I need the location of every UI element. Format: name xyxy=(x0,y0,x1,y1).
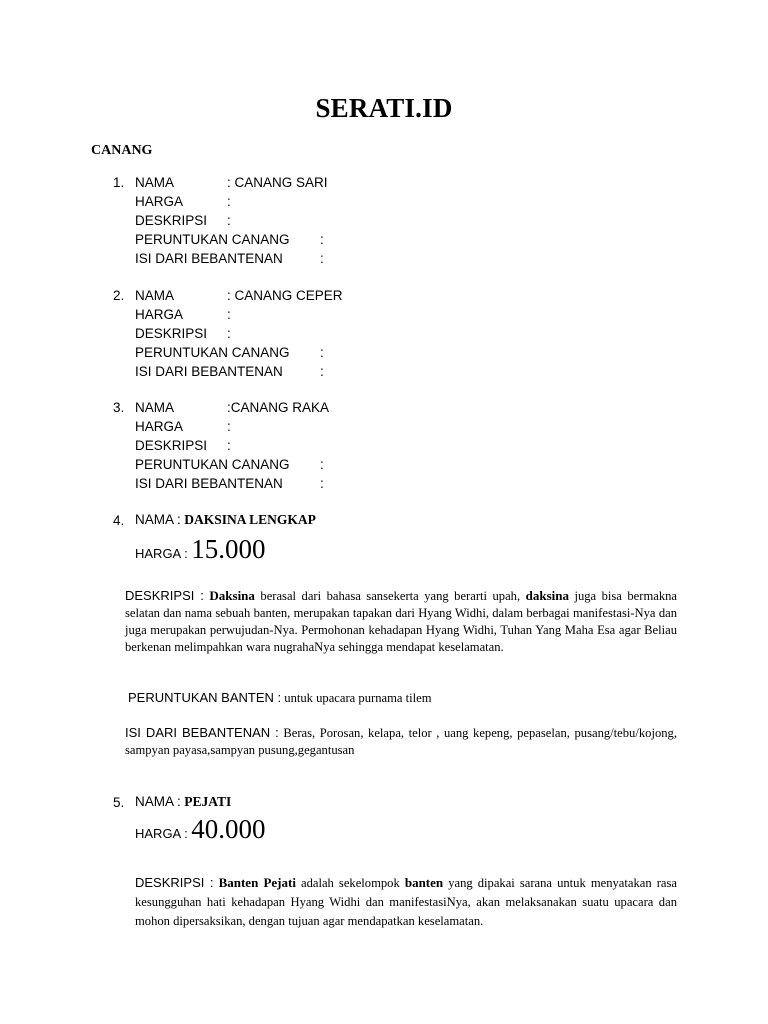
item-number: 2. xyxy=(113,288,125,303)
item-number: 3. xyxy=(113,400,125,415)
field-colon: : xyxy=(320,251,324,266)
item-price: 40.000 xyxy=(191,814,266,844)
description-bold-1: Daksina xyxy=(209,588,255,603)
isi-text: Beras, Porosan, kelapa, telor , uang kepeng, pepaselan, pusang/tebu/kojong, sampyan payasa,sampyan pusung,gegantusan xyxy=(125,726,677,757)
item-name: DAKSINA LENGKAP xyxy=(184,512,316,527)
field-label-deskripsi: DESKRIPSI xyxy=(135,438,208,453)
field-colon: : xyxy=(227,326,231,341)
field-colon: : xyxy=(320,476,324,491)
field-label-peruntukan: PERUNTUKAN CANANG xyxy=(135,345,290,360)
description-bold-2: banten xyxy=(404,875,444,890)
field-label-harga: HARGA xyxy=(135,307,184,322)
item-number: 1. xyxy=(113,175,125,190)
section-heading: CANANG xyxy=(91,143,153,158)
field-colon: : xyxy=(227,438,231,453)
item-price-line xyxy=(135,534,266,565)
item4-isi xyxy=(125,724,677,759)
field-label-harga: HARGA : xyxy=(135,546,188,561)
field-label-nama: NAMA xyxy=(135,175,175,190)
page-title: SERATI.ID xyxy=(315,93,453,123)
item-name-line xyxy=(135,512,316,529)
field-label-isi: ISI DARI BEBANTENAN xyxy=(135,476,283,491)
description-text-1: berasal dari bahasa sansekerta yang berarti upah, xyxy=(254,589,526,603)
field-label-peruntukan: PERUNTUKAN CANANG xyxy=(135,232,290,247)
item-price: 15.000 xyxy=(191,534,266,564)
field-colon: : xyxy=(227,213,231,228)
field-colon: : xyxy=(320,457,324,472)
description-text-1: adalah sekelompok xyxy=(295,876,405,890)
field-label-nama: NAMA : xyxy=(135,512,181,527)
field-label-nama: NAMA xyxy=(135,400,175,415)
item-number: 5. xyxy=(113,795,125,810)
field-value-nama: : CANANG SARI xyxy=(227,175,328,190)
field-label-harga: HARGA xyxy=(135,419,184,434)
field-label-deskripsi: DESKRIPSI xyxy=(135,326,208,341)
field-colon: : xyxy=(320,364,324,379)
description-bold-2: daksina xyxy=(525,588,569,603)
field-label-peruntukan: PERUNTUKAN CANANG xyxy=(135,457,290,472)
item4-peruntukan xyxy=(128,689,680,707)
field-colon: : xyxy=(227,419,231,434)
field-label-nama: NAMA : xyxy=(135,794,181,809)
item-price-line xyxy=(135,814,266,845)
field-colon: : xyxy=(320,345,324,360)
isi-label: ISI DARI BEBANTENAN : xyxy=(125,725,279,740)
item-number: 4. xyxy=(113,513,125,528)
description-text-2: juga bisa bermakna selatan dan nama sebuah banten, merupakan tapakan dari Hyang Widhi, dalam berbagai manifestasi-Nya dan juga merupakan perwujudan-Nya. Permohonan kehadapan Hyang Widhi, Tuhan Yang Maha Esa agar Beliau berkenan melimpahkan wara nugrahaNya sehingga mendapat keselamatan. xyxy=(125,589,678,654)
peruntukan-text: untuk upacara purnama tilem xyxy=(281,691,432,705)
item-name: PEJATI xyxy=(184,794,232,809)
description-label: DESKRIPSI : xyxy=(125,588,204,603)
item4-description xyxy=(125,587,677,656)
field-colon: : xyxy=(227,307,231,322)
field-value-nama: : CANANG CEPER xyxy=(227,288,343,303)
field-label-harga: HARGA : xyxy=(135,826,188,841)
field-colon: : xyxy=(227,194,231,209)
field-label-isi: ISI DARI BEBANTENAN xyxy=(135,364,283,379)
item-name-line xyxy=(135,794,231,811)
description-bold-1: Banten Pejati xyxy=(218,875,296,890)
field-label-harga: HARGA xyxy=(135,194,184,209)
peruntukan-label: PERUNTUKAN BANTEN : xyxy=(128,690,282,705)
field-colon: : xyxy=(320,232,324,247)
field-value-nama: :CANANG RAKA xyxy=(227,400,330,415)
field-label-isi: ISI DARI BEBANTENAN xyxy=(135,251,283,266)
description-label: DESKRIPSI : xyxy=(135,875,214,890)
field-label-deskripsi: DESKRIPSI xyxy=(135,213,208,228)
field-label-nama: NAMA xyxy=(135,288,175,303)
item5-description xyxy=(135,873,677,931)
description-text-2: yang dipakai sarana untuk menyatakan rasa kesungguhan hati kehadapan Hyang Widhi dan manifestasiNya, akan melaksanakan suatu upacara dan mohon dipersaksikan, dengan tujuan agar mendapatkan keselamatan. xyxy=(135,876,678,928)
